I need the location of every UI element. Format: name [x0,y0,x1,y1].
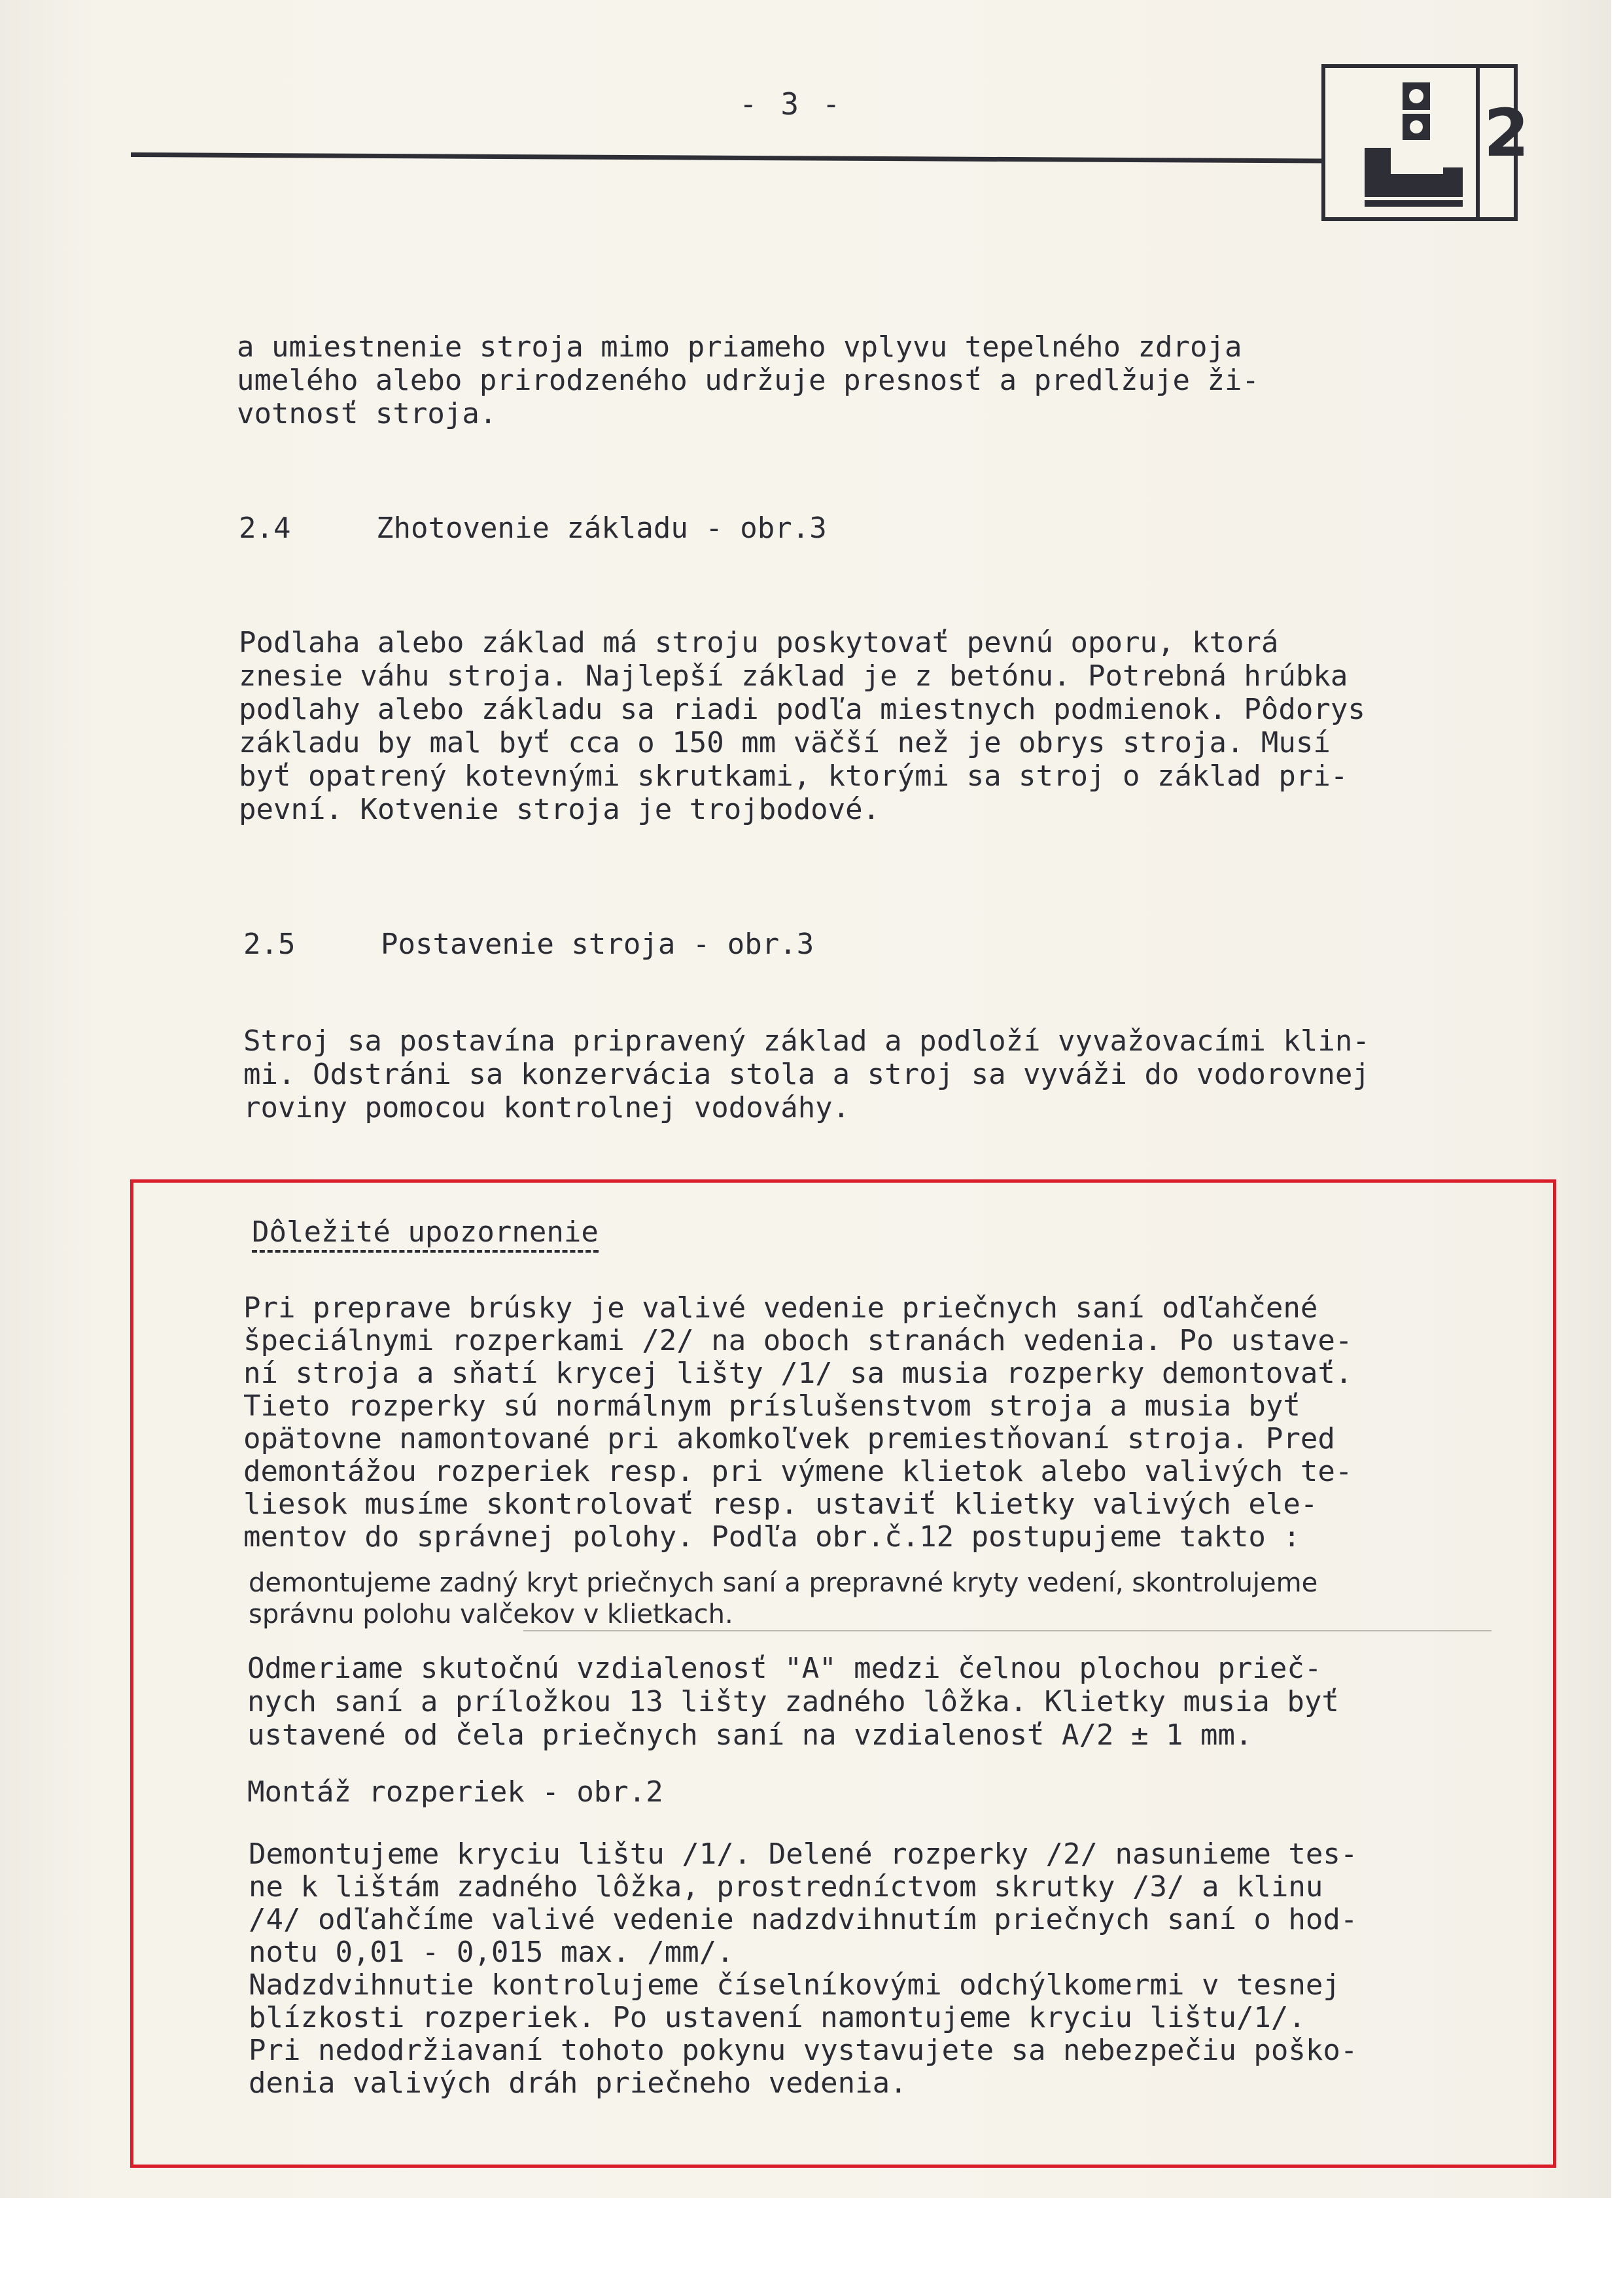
text-line: demontážou rozperiek resp. pri výmene klietok alebo valivých te- [243,1455,1353,1488]
text-line: mentov do správnej polohy. Podľa obr.č.12 postupujeme takto : [243,1520,1300,1554]
text-line: liesok musíme skontrolovať resp. ustaviť klietky valivých ele- [243,1487,1318,1521]
section-number: 2.4 [239,512,291,545]
text-line: nych saní a príložkou 13 lišty zadného lôžka. Klietky musia byť [247,1685,1339,1718]
text-line: blízkosti rozperiek. Po ustavení namontujeme kryciu lištu/1/. [249,2001,1306,2034]
text-line: /4/ odľahčíme valivé vedenie nadzdvihnutím priečnych saní o hod- [249,1903,1358,1936]
text-line: Tieto rozperky sú normálnym príslušenstvom stroja a musia byť [243,1389,1300,1423]
section-title: Postavenie stroja - obr.3 [381,928,814,961]
section-heading-2-4 [239,512,827,545]
note-divider [523,1630,1492,1631]
text-line: votnosť stroja. [237,397,497,430]
text-line: Nadzdvihnutie kontrolujeme číselníkovými odchýlkomermi v tesnej [249,1968,1340,2002]
text-line: denia valivých dráh priečneho vedenia. [249,2066,907,2100]
page-number: - 3 - [739,86,843,122]
text-line: ne k lištám zadného lôžka, prostredníctvom skrutky /3/ a klinu [249,1870,1323,1904]
text-line: demontujeme zadný kryt priečnych saní a prepravné kryty vedení, skontrolujeme [249,1568,1318,1598]
text-line: ustavené od čela priečnych saní na vzdialenosť A/2 ± 1 mm. [247,1718,1253,1752]
section-2-5-paragraph [243,1024,1370,1124]
text-line: opätovne namontované pri akomkoľvek premiestňovaní stroja. Pred [243,1422,1335,1455]
section-number: 2.5 [243,928,296,961]
measurement-paragraph [247,1652,1339,1752]
warning-title: Dôležité upozornenie [252,1215,599,1253]
scan-margin-right [1611,0,1623,2296]
text-line: základu by mal byť cca o 150 mm väčší než je obrys stroja. Musí [239,726,1331,759]
text-line: Stroj sa postavína pripravený základ a podloží vyvažovacími klin- [243,1024,1370,1058]
text-line: a umiestnenie stroja mimo priameho vplyvu tepelného zdroja [237,330,1242,364]
chapter-badge [1321,64,1529,221]
warning-note [249,1567,1318,1630]
mounting-subheading: Montáž rozperiek - obr.2 [247,1775,663,1809]
text-line: Odmeriame skutočnú vzdialenosť "A" medzi čelnou plochou prieč- [247,1652,1322,1685]
chapter-number: 2 [1484,95,1529,171]
warning-paragraph [243,1292,1352,1554]
text-line: Pri preprave brúsky je valivé vedenie priečnych saní odľahčené [243,1291,1318,1325]
text-line: mi. Odstráni sa konzervácia stola a stroj sa vyváži do vodorovnej [243,1058,1370,1091]
text-line: podlahy alebo základu sa riadi podľa miestnych podmienok. Pôdorys [239,693,1365,726]
badge-divider [1476,68,1480,217]
text-line: znesie váhu stroja. Najlepší základ je z betónu. Potrebná hrúbka [239,659,1348,693]
text-line: Pri nedodržiavaní tohoto pokynu vystavujete sa nebezpečiu poško- [249,2034,1358,2067]
text-line: ní stroja a sňatí krycej lišty /1/ sa musia rozperky demontovať. [243,1357,1353,1390]
intro-paragraph [237,330,1259,430]
text-line: Demontujeme kryciu lištu /1/. Delené rozperky /2/ nasunieme tes- [249,1837,1358,1871]
scan-margin-bottom [0,2198,1623,2296]
text-line: špeciálnymi rozperkami /2/ na oboch stranách vedenia. Po ustave- [243,1324,1353,1357]
machine-installation-icon [1352,76,1469,213]
text-line: notu 0,01 - 0,015 max. /mm/. [249,1936,734,1969]
text-line: roviny pomocou kontrolnej vodováhy. [243,1091,850,1124]
mounting-paragraph [249,1838,1357,2100]
section-title: Zhotovenie základu - obr.3 [376,512,827,545]
text-line: byť opatrený kotevnými skrutkami, ktorými sa stroj o základ pri- [239,759,1348,793]
text-line: umelého alebo prirodzeného udržuje presnosť a predlžuje ži- [237,364,1259,397]
text-line: Podlaha alebo základ má stroju poskytovať pevnú oporu, ktorá [239,626,1279,659]
text-line: správnu polohu valčekov v klietkach. [249,1599,733,1629]
section-heading-2-5 [243,928,814,961]
text-line: pevní. Kotvenie stroja je trojbodové. [239,793,881,826]
section-2-4-paragraph [239,626,1365,826]
